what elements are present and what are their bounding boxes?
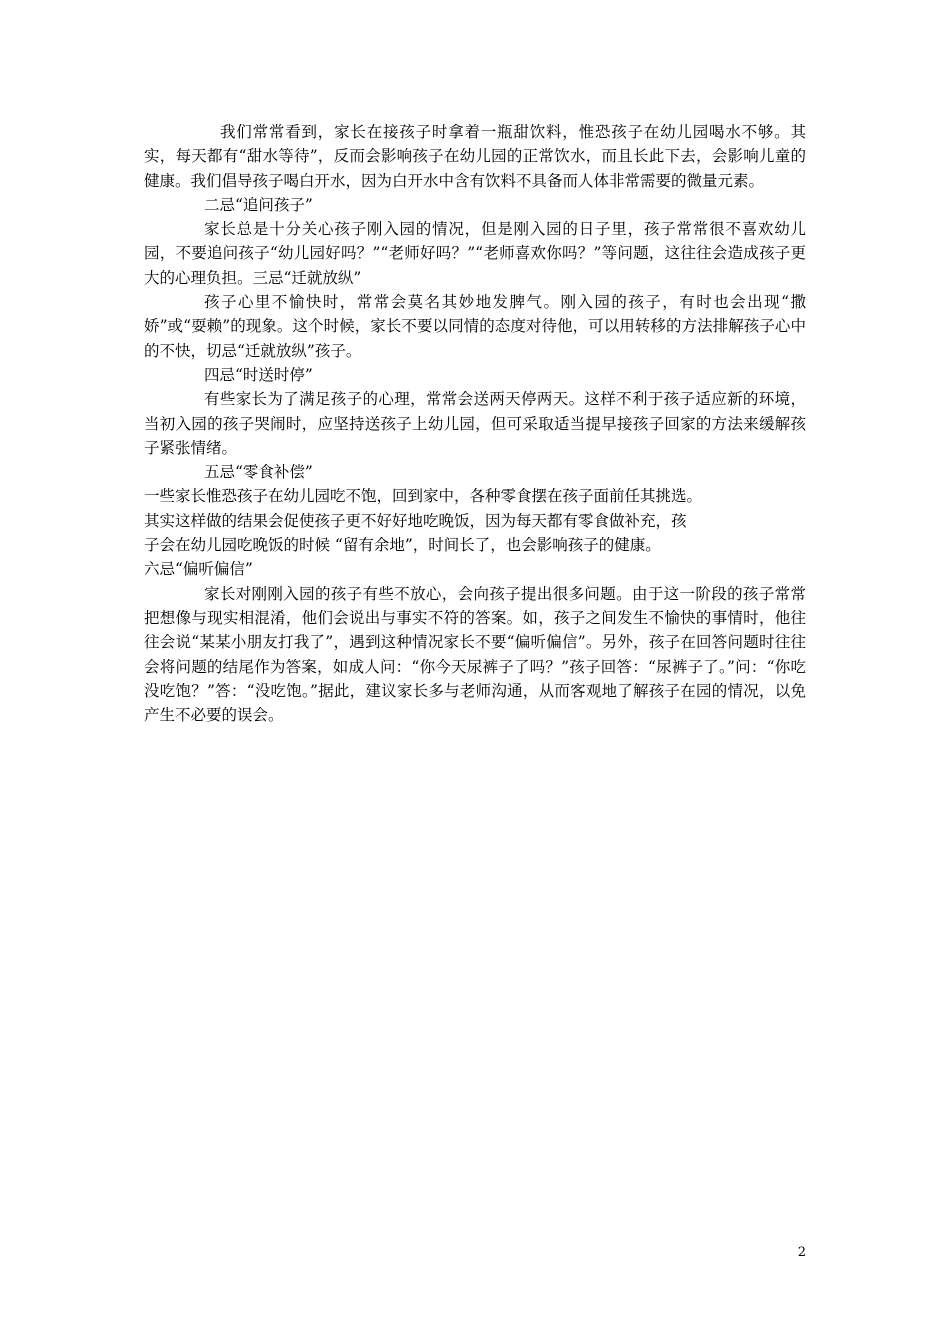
paragraph-three: 孩子心里不愉快时，常常会莫名其妙地发脾气。刚入园的孩子，有时也会出现“撒娇”或“耍赖”的现象。这个时候，家长不要以同情的态度对待他，可以用转移的方法排解孩子心中的不快，切忌“迁就放纵”孩子。 xyxy=(144,293,806,360)
paragraph-four: 有些家长为了满足孩子的心理，常常会送两天停两天。这样不利于孩子适应新的环境，当初入园的孩子哭闹时，应坚持送孩子上幼儿园，但可采取适当提早接孩子回家的方法来缓解孩子紧张情绪。 xyxy=(144,390,806,457)
heading-two: 二忌“追问孩子” xyxy=(204,195,313,214)
paragraph-five-line-2: 其实这样做的结果会促使孩子更不好好地吃晚饭，因为每天都有零食做补充，孩 xyxy=(144,511,687,530)
paragraph-five-line-1: 一些家长惟恐孩子在幼儿园吃不饱，回到家中，各种零食摆在孩子面前任其挑选。 xyxy=(144,487,703,506)
heading-six: 六忌“偏听偏信” xyxy=(144,560,253,579)
paragraph-two: 家长总是十分关心孩子刚入园的情况，但是刚入园的日子里，孩子常常很不喜欢幼儿园，不要追问孩子“幼儿园好吗？”“老师好吗？”“老师喜欢你吗？”等问题，这往往会造成孩子更大的心理负担。三忌“迁就放纵” xyxy=(144,220,806,287)
heading-five: 五忌“零食补偿” xyxy=(204,463,313,482)
paragraph-six: 家长对刚刚入园的孩子有些不放心，会向孩子提出很多问题。由于这一阶段的孩子常常把想像与现实相混淆，他们会说出与事实不符的答案。如，孩子之间发生不愉快的事情时，他往往会说“某某小朋友打我了”，遇到这种情况家长不要“偏听偏信”。另外，孩子在回答问题时往往会将问题的结尾作为答案，如成人问：“你今天尿裤子了吗？”孩子回答：“尿裤子了。”问：“你吃没吃饱？”答：“没吃饱。”据此，建议家长多与老师沟通，从而客观地了解孩子在园的情况，以免产生不必要的误会。 xyxy=(144,584,806,725)
body-text xyxy=(144,120,806,727)
paragraph-intro: 我们常常看到，家长在接孩子时拿着一瓶甜饮料，惟恐孩子在幼儿园喝水不够。其实，每天都有“甜水等待”，反而会影响孩子在幼儿园的正常饮水，而且长此下去，会影响儿童的健康。我们倡导孩子喝白开水，因为白开水中含有饮料不具备而人体非常需要的微量元素。 xyxy=(144,123,806,190)
paragraph-five-line-3: 子会在幼儿园吃晚饭的时候 “留有余地”，时间长了，也会影响孩子的健康。 xyxy=(144,536,661,555)
page-number: 2 xyxy=(797,1245,806,1260)
heading-four: 四忌“时送时停” xyxy=(204,365,313,384)
